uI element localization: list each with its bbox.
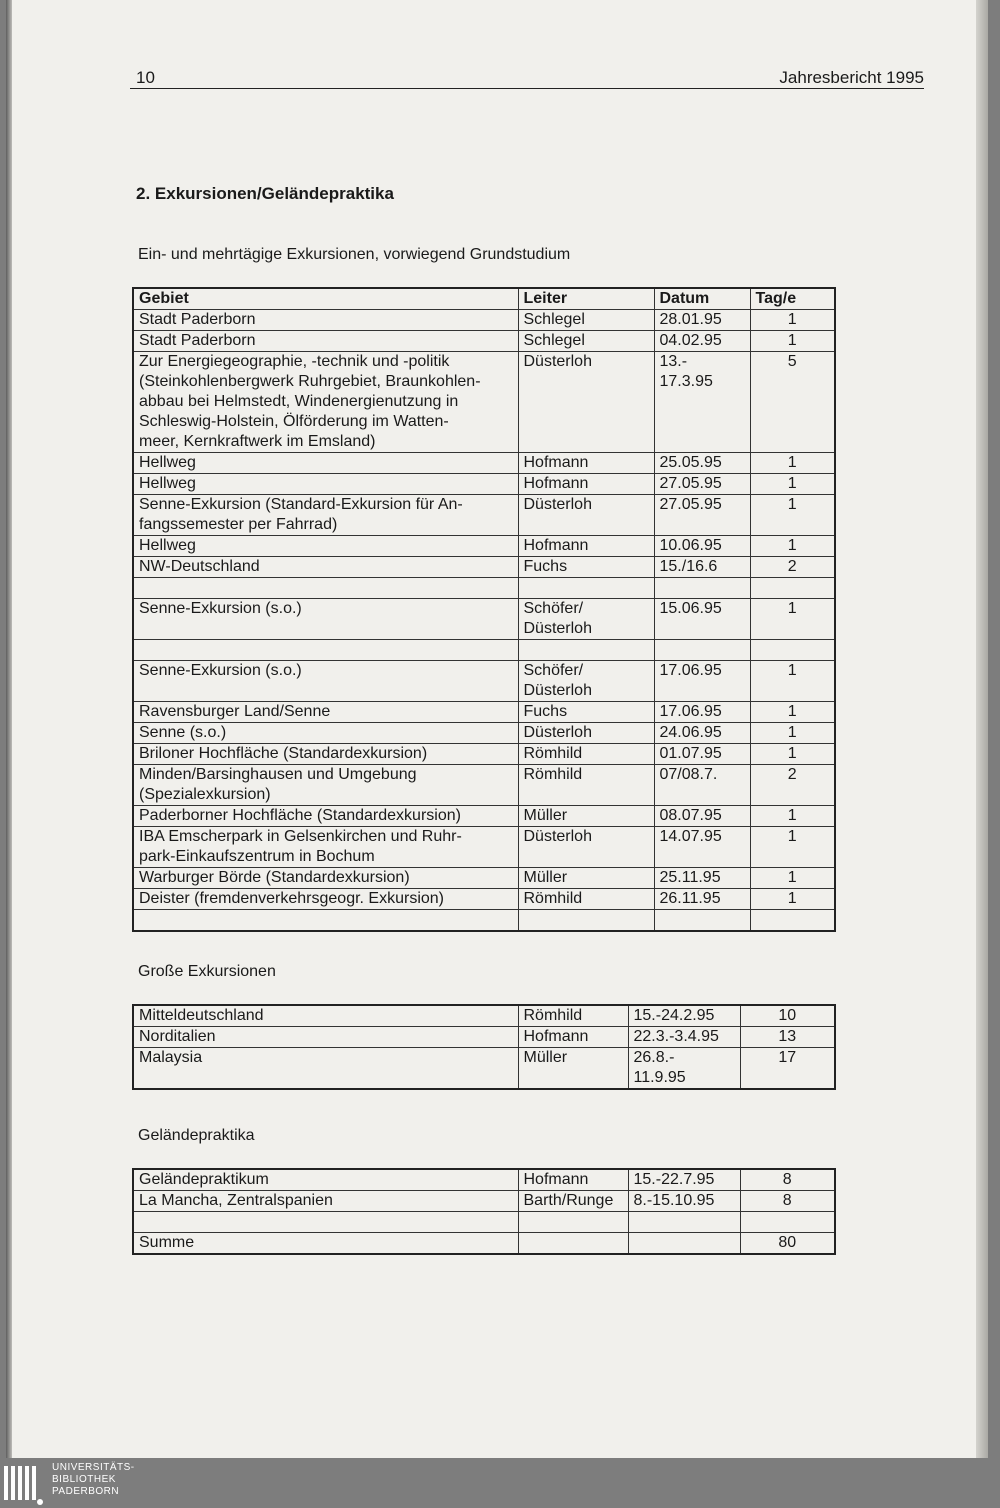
table-row [133, 806, 835, 827]
table-cell: 15./16.6 [654, 557, 750, 578]
field-practica-table [132, 1168, 836, 1255]
table-cell [750, 578, 835, 599]
table-cell: Senne-Exkursion (s.o.) [133, 599, 518, 640]
table-cell: Hofmann [518, 474, 654, 495]
large-excursion-table [132, 1004, 836, 1090]
table-row [133, 352, 835, 453]
table-cell: Römhild [518, 765, 654, 806]
table-cell: Geländepraktikum [133, 1169, 518, 1191]
table-row [133, 702, 835, 723]
table-row [133, 889, 835, 910]
table-cell: Römhild [518, 744, 654, 765]
table-cell: Deister (fremdenverkehrsgeogr. Exkursion) [133, 889, 518, 910]
table-row [133, 495, 835, 536]
table-cell: 01.07.95 [654, 744, 750, 765]
table-cell: 27.05.95 [654, 474, 750, 495]
table-cell: 17 [740, 1048, 835, 1090]
table-cell: 08.07.95 [654, 806, 750, 827]
table-row [133, 661, 835, 702]
page-header [130, 66, 924, 89]
table-cell: Düsterloh [518, 352, 654, 453]
table-cell: 22.3.-3.4.95 [628, 1027, 740, 1048]
table-cell: Ravensburger Land/Senne [133, 702, 518, 723]
table-row [133, 1212, 835, 1233]
table-cell: 1 [750, 310, 835, 331]
table-cell: IBA Emscherpark in Gelsenkirchen und Ruhr- park-Einkaufszentrum in Bochum [133, 827, 518, 868]
table-cell: 1 [750, 744, 835, 765]
table-cell [750, 910, 835, 932]
table-cell: Summe [133, 1233, 518, 1255]
subtitle-large: Große Exkursionen [138, 963, 276, 980]
column-header: Tag/e [750, 288, 835, 310]
table-cell [750, 640, 835, 661]
table-cell: 2 [750, 557, 835, 578]
table-cell: Düsterloh [518, 495, 654, 536]
table-cell: 07/08.7. [654, 765, 750, 806]
library-logo-text: UNIVERSITÄTS- BIBLIOTHEK PADERBORN [52, 1462, 135, 1497]
table-cell [740, 1212, 835, 1233]
table-cell: 1 [750, 702, 835, 723]
table-cell [518, 910, 654, 932]
table-cell: 17.06.95 [654, 702, 750, 723]
table-cell: NW-Deutschland [133, 557, 518, 578]
table-cell [133, 578, 518, 599]
table-cell: 8 [740, 1191, 835, 1212]
table-cell: Hofmann [518, 536, 654, 557]
table-cell: 24.06.95 [654, 723, 750, 744]
table-cell: 1 [750, 806, 835, 827]
table-cell: 1 [750, 889, 835, 910]
table-cell: Hofmann [518, 453, 654, 474]
table-cell: Schlegel [518, 310, 654, 331]
page-edge [976, 0, 988, 1458]
page-number: 10 [136, 68, 155, 87]
table-cell: Hofmann [518, 1027, 628, 1048]
table-row [133, 557, 835, 578]
document-page [6, 0, 988, 1458]
table-cell: 1 [750, 868, 835, 889]
column-header: Gebiet [133, 288, 518, 310]
table-row [133, 1169, 835, 1191]
table-cell: 8.-15.10.95 [628, 1191, 740, 1212]
table-cell: 1 [750, 599, 835, 640]
table-cell: 80 [740, 1233, 835, 1255]
table-cell: Düsterloh [518, 827, 654, 868]
table-cell: 27.05.95 [654, 495, 750, 536]
table-cell [518, 578, 654, 599]
table-cell [654, 578, 750, 599]
table-cell: Minden/Barsinghausen und Umgebung (Spezialexkursion) [133, 765, 518, 806]
table-cell [654, 910, 750, 932]
table-cell: Fuchs [518, 557, 654, 578]
table-cell: Römhild [518, 889, 654, 910]
table-cell: Hofmann [518, 1169, 628, 1191]
table-row [133, 910, 835, 932]
table-cell: Stadt Paderborn [133, 310, 518, 331]
subtitle-field: Geländepraktika [138, 1127, 255, 1144]
table-cell: Römhild [518, 1005, 628, 1027]
table-row [133, 453, 835, 474]
table-cell: 10.06.95 [654, 536, 750, 557]
table-cell: 2 [750, 765, 835, 806]
table-row [133, 536, 835, 557]
table-cell [518, 1233, 628, 1255]
table-cell: 15.-24.2.95 [628, 1005, 740, 1027]
table-cell: 1 [750, 474, 835, 495]
table-row [133, 827, 835, 868]
table-cell: 15.06.95 [654, 599, 750, 640]
table-cell: 1 [750, 495, 835, 536]
table-cell: Schöfer/ Düsterloh [518, 599, 654, 640]
table-cell: 5 [750, 352, 835, 453]
main-excursion-table [132, 287, 836, 932]
column-header: Datum [654, 288, 750, 310]
table-cell: Norditalien [133, 1027, 518, 1048]
table-row [133, 744, 835, 765]
table-cell: Düsterloh [518, 723, 654, 744]
table-cell: Hellweg [133, 453, 518, 474]
table-row [133, 1048, 835, 1090]
table-cell: 1 [750, 827, 835, 868]
table-cell: 10 [740, 1005, 835, 1027]
table-cell: 8 [740, 1169, 835, 1191]
table-cell: Paderborner Hochfläche (Standardexkursion) [133, 806, 518, 827]
section-title: 2. Exkursionen/Geländepraktika [136, 184, 394, 203]
table-cell: 1 [750, 723, 835, 744]
table-cell: 13.- 17.3.95 [654, 352, 750, 453]
table-row [133, 1005, 835, 1027]
table-row [133, 578, 835, 599]
table-cell [518, 1212, 628, 1233]
running-title: Jahresbericht 1995 [779, 68, 924, 87]
table-cell [133, 1212, 518, 1233]
table-cell: Schlegel [518, 331, 654, 352]
table-cell: Briloner Hochfläche (Standardexkursion) [133, 744, 518, 765]
table-cell [628, 1212, 740, 1233]
table-row [133, 1233, 835, 1255]
table-cell: 26.11.95 [654, 889, 750, 910]
table-cell: 28.01.95 [654, 310, 750, 331]
table-row [133, 1027, 835, 1048]
subtitle-main: Ein- und mehrtägige Exkursionen, vorwiegend Grundstudium [138, 246, 571, 263]
table-cell: Mitteldeutschland [133, 1005, 518, 1027]
table-cell: 1 [750, 536, 835, 557]
table-cell [654, 640, 750, 661]
table-cell: Hellweg [133, 536, 518, 557]
table-cell: Malaysia [133, 1048, 518, 1090]
table-cell: 1 [750, 661, 835, 702]
table-row [133, 1191, 835, 1212]
table-row [133, 599, 835, 640]
table-cell: 14.07.95 [654, 827, 750, 868]
table-cell: 25.05.95 [654, 453, 750, 474]
table-cell: 17.06.95 [654, 661, 750, 702]
table-cell: 15.-22.7.95 [628, 1169, 740, 1191]
table-row [133, 331, 835, 352]
table-cell: 1 [750, 331, 835, 352]
library-logo [0, 1458, 1000, 1508]
table-cell: Senne-Exkursion (Standard-Exkursion für An- fangssemester per Fahrrad) [133, 495, 518, 536]
table-cell: 04.02.95 [654, 331, 750, 352]
table-cell: Fuchs [518, 702, 654, 723]
library-logo-icon [4, 1466, 46, 1505]
table-cell [628, 1233, 740, 1255]
table-cell: Müller [518, 1048, 628, 1090]
table-row [133, 723, 835, 744]
table-cell: Müller [518, 868, 654, 889]
table-cell: 26.8.- 11.9.95 [628, 1048, 740, 1090]
table-row [133, 640, 835, 661]
table-cell: Senne (s.o.) [133, 723, 518, 744]
table-cell: Senne-Exkursion (s.o.) [133, 661, 518, 702]
table-cell: Stadt Paderborn [133, 331, 518, 352]
table-row [133, 765, 835, 806]
table-header-row [133, 288, 835, 310]
table-cell: Schöfer/ Düsterloh [518, 661, 654, 702]
table-cell: 1 [750, 453, 835, 474]
table-cell: La Mancha, Zentralspanien [133, 1191, 518, 1212]
table-cell: Hellweg [133, 474, 518, 495]
table-cell: Warburger Börde (Standardexkursion) [133, 868, 518, 889]
table-cell: 25.11.95 [654, 868, 750, 889]
table-cell: Müller [518, 806, 654, 827]
table-cell [133, 640, 518, 661]
table-row [133, 310, 835, 331]
column-header: Leiter [518, 288, 654, 310]
table-row [133, 868, 835, 889]
table-cell: Barth/Runge [518, 1191, 628, 1212]
table-row [133, 474, 835, 495]
table-cell: Zur Energiegeographie, -technik und -politik (Steinkohlenbergwerk Ruhrgebiet, Braunkohlen- abbau bei Helmstedt, Windenergienutzung in Schleswig-Holstein, Ölförderung im Watten- meer, Kernkraftwerk im Emsland) [133, 352, 518, 453]
table-cell [518, 640, 654, 661]
table-cell [133, 910, 518, 932]
table-cell: 13 [740, 1027, 835, 1048]
page-gutter [6, 0, 12, 1458]
